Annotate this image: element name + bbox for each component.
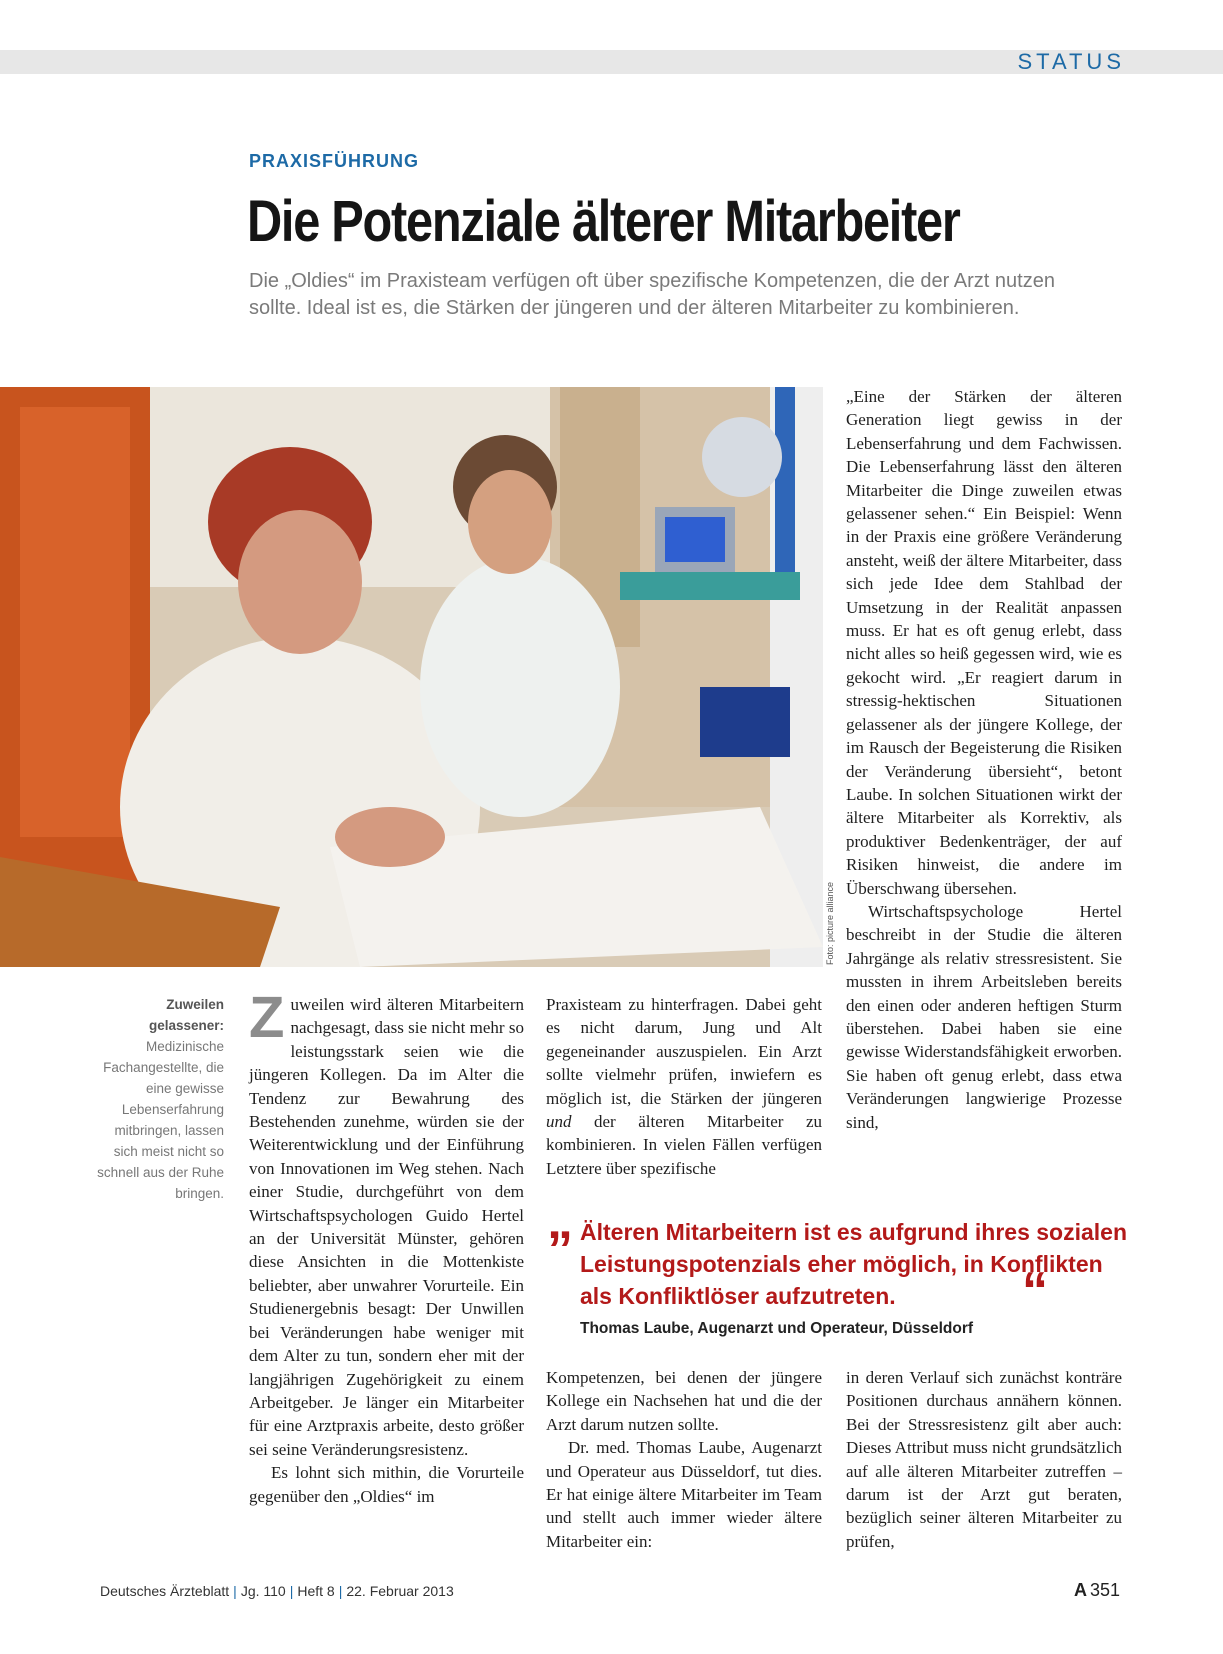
dropcap: Z — [249, 985, 285, 1050]
body-column-2 — [546, 993, 822, 1180]
article-subtitle: Die „Oldies“ im Praxisteam verfügen oft über spezifische Kompetenzen, die der Arzt nutzen sollte. Ideal ist es, die Stärken der jüngeren und der älteren Mitarbeiter zu kombinieren. — [249, 270, 1055, 319]
body-text: Praxisteam zu hinterfragen. Dabei geht es nicht darum, Jung und Alt gegeneinander auszuspielen. Ein Arzt sollte vielmehr prüfen, inwiefern es möglich ist, die Stärken der jüngeren — [546, 995, 822, 1108]
article-photo — [0, 387, 823, 967]
body-paragraph: Kompetenzen, bei denen der jüngere Kollege ein Nachsehen hat und die der Arzt darum nutzen sollte. — [546, 1368, 822, 1434]
article-title: Die Potenziale älterer Mitarbeiter — [247, 189, 960, 254]
body-paragraph: uweilen wird älteren Mitarbeitern nachgesagt, dass sie nicht mehr so leistungsstark seien wie die jüngeren Kollegen. Da im Alter die Tendenz zur Bewahrung des Bestehenden zunehme, würden sie der Weiterentwicklung und der Einführung von Innovationen im Weg stehen. Nach einer Studie, durchgeführt von dem Wirtschaftspsychologen Guido Hertel an der Universität Münster, gehören diese Ansichten in die Mottenkiste beliebter, aber unwahrer Vorurteile. Ein Studienergebnis besagt: Der Unwillen bei Veränderungen habe weniger mit dem Alter zu tun, sondern eher mit der langjährigen Zugehörigkeit zu einem Arbeitgeber. Je länger ein Mitarbeiter für eine Arztpraxis arbeite, desto größer sei seine Veränderungsresistenz. — [249, 995, 524, 1459]
article-kicker: PRAXISFÜHRUNG — [249, 151, 420, 171]
page-number-value: 351 — [1089, 1580, 1120, 1600]
footer-citation: Deutsches Ärzteblatt | Jg. 110 | Heft 8 | 22. Februar 2013 — [100, 1583, 454, 1599]
body-column-1 — [249, 985, 524, 1508]
photo-illustration — [0, 387, 823, 967]
journal-name: Deutsches Ärzteblatt — [100, 1583, 230, 1599]
quote-attribution: Thomas Laube, Augenarzt und Operateur, Düsseldorf — [580, 1320, 974, 1337]
quote-close-mark: “ — [1022, 1262, 1048, 1320]
body-text: der älteren Mitarbeiter zu kombinieren. In vielen Fällen verfügen Letztere über spezifische — [546, 1112, 822, 1178]
body-column-3-lower — [846, 1366, 1122, 1553]
journal-volume: Jg. 110 — [240, 1583, 286, 1599]
journal-issue: Heft 8 — [297, 1583, 335, 1599]
body-paragraph: Es lohnt sich mithin, die Vorurteile gegenüber den „Oldies“ im — [249, 1463, 524, 1506]
body-paragraph: Dr. med. Thomas Laube, Augenarzt und Operateur aus Düsseldorf, tut dies. Er hat einige ältere Mitarbeiter im Team und stellt auch immer wieder ältere Mitarbeiter ein: — [546, 1438, 822, 1551]
photo-caption — [90, 994, 224, 1204]
quote-open-mark: „ — [547, 1192, 573, 1250]
body-paragraph: Wirtschaftspsychologe Hertel beschreibt in der Studie die älteren Jahrgänge als relativ stressresistent. Sie mussten in ihrem Arbeitsleben bereits den einen oder anderen heftigen Sturm überstehen. Dabei haben sie eine gewisse Widerstandsfähigkeit erworben. Sie haben oft genug erlebt, dass etwa Veränderungen langwierige Prozesse sind, — [846, 901, 1122, 1132]
page-number — [1074, 1580, 1120, 1601]
issue-date: 22. Februar 2013 — [346, 1583, 454, 1599]
body-paragraph: „Eine der Stärken der älteren Generation liegt gewiss in der Lebenserfahrung und dem Fachwissen. Die Lebenserfahrung lässt den älteren Mitarbeiter die Dinge zuweilen etwas gelassener sehen.“ Ein Beispiel: Wenn in der Praxis eine größere Veränderung ansteht, weiß der ältere Mitarbeiter, dass sich jede Idee dem Stahlbad der Umsetzung in der Realität anpassen muss. Er hat es oft genug erlebt, dass nicht alles so heiß gegessen wird, wie es gekocht wird. „Er reagiert darum in stressig-hektischen Situationen gelassener als der jüngere Kollege, der im Rausch der Begeisterung die Risiken der Veränderung übersieht“, betont Laube. In solchen Situationen wirkt der ältere Mitarbeiter als Korrektiv, als produktiver Bedenkenträger, der auf Risiken hinweist, die andere im Überschwang übersehen. — [846, 387, 1122, 898]
body-emphasis: und — [546, 1112, 572, 1132]
page-prefix: A — [1073, 1580, 1087, 1600]
body-column-2-lower — [546, 1366, 822, 1553]
photo-credit: Foto: picture alliance — [825, 881, 835, 965]
caption-text: Medizinische Fachangestellte, die eine gewisse Lebenserfahrung mitbringen, lassen sich meist nicht so schnell aus der Ruhe bringen. — [97, 1039, 224, 1201]
section-label: STATUS — [1017, 49, 1125, 74]
pull-quote: Älteren Mitarbeitern ist es aufgrund ihres sozialen Leistungspotenzials eher möglich, in Konflikten als Konfliktlöser aufzutreten. — [580, 1219, 1128, 1309]
body-paragraph: in deren Verlauf sich zunächst konträre Positionen durchaus annähern können. Bei der Stressresistenz gilt aber auch: Dieses Attribut muss nicht grundsätzlich auf alle älteren Mitarbeiter zutreffen – darum ist der Arzt gut beraten, bezüglich seiner älteren Mitarbeiter zu prüfen, — [846, 1368, 1122, 1551]
body-column-3 — [846, 385, 1122, 1134]
caption-lead: Zuweilen gelassener: — [148, 997, 224, 1033]
